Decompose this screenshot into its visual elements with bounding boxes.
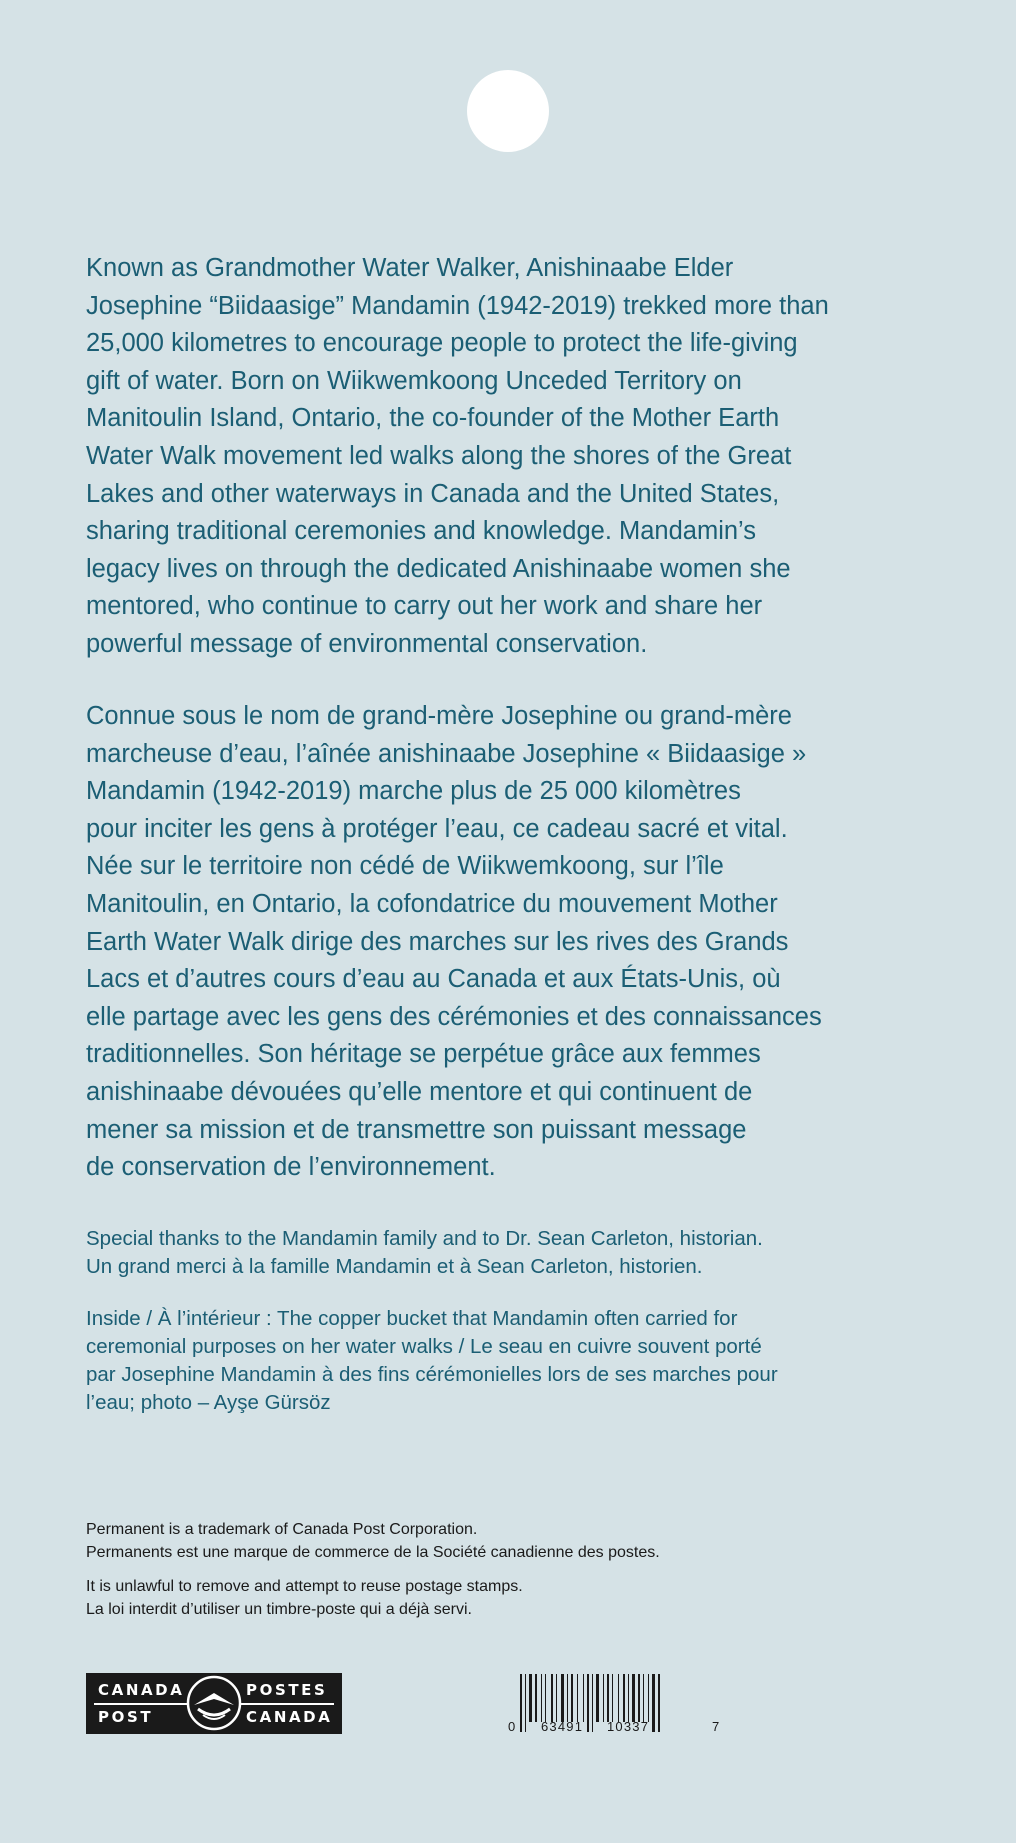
- text-line: par Josephine Mandamin à des fins cérémonielles lors de ses marches pour: [86, 1363, 778, 1386]
- barcode-right-digits: 10337: [607, 1719, 650, 1734]
- text-line: anishinaabe dévouées qu’elle mentore et qui continuent de: [86, 1077, 753, 1106]
- barcode-bar: [545, 1674, 546, 1722]
- barcode-left-digits: 63491: [541, 1719, 584, 1734]
- trademark-notice: [86, 1518, 660, 1564]
- barcode-bar: [603, 1674, 604, 1722]
- inside-photo-caption: [86, 1305, 876, 1417]
- canada-post-logo: [86, 1673, 342, 1734]
- text-line: ceremonial purposes on her water walks / Le seau en cuivre souvent porté: [86, 1335, 762, 1358]
- barcode-bar: [607, 1674, 609, 1722]
- barcode-bar: [632, 1674, 635, 1722]
- barcode-bar: [571, 1674, 573, 1722]
- barcode-bar: [525, 1674, 526, 1732]
- barcode-lead-digit: 0: [508, 1719, 516, 1734]
- description-french: [86, 698, 896, 1187]
- barcode-bar: [658, 1674, 660, 1732]
- barcode-bar: [643, 1674, 644, 1722]
- barcode-bar: [596, 1674, 599, 1722]
- logo-word-postes: POSTES: [246, 1681, 328, 1699]
- barcode-bar: [529, 1674, 532, 1722]
- barcode-bar: [587, 1674, 589, 1732]
- barcode-bar: [628, 1674, 629, 1722]
- barcode-bar: [556, 1674, 557, 1722]
- barcode-bar: [612, 1674, 613, 1722]
- description-english: [86, 250, 896, 664]
- text-line: 25,000 kilometres to encourage people to protect the life-giving: [86, 329, 798, 358]
- text-line: Mandamin (1942-2019) marche plus de 25 000 kilomètres: [86, 777, 741, 806]
- text-line: mentored, who continue to carry out her work and share her: [86, 592, 763, 621]
- barcode-bar: [648, 1674, 649, 1722]
- text-line: Known as Grandmother Water Walker, Anishinaabe Elder: [86, 254, 734, 282]
- acknowledgements: [86, 1225, 896, 1281]
- logo-word-canada: CANADA: [98, 1681, 185, 1699]
- barcode-bar: [652, 1674, 655, 1732]
- text-line: Née sur le territoire non cédé de Wiikwemkoong, sur l’île: [86, 852, 724, 881]
- text-line: elle partage avec les gens des cérémonies et des connaissances: [86, 1002, 822, 1031]
- barcode-bar: [577, 1674, 578, 1722]
- text-line: Special thanks to the Mandamin family and to Dr. Sean Carleton, historian.: [86, 1227, 763, 1250]
- logo-word-post: POST: [98, 1708, 154, 1726]
- text-line: mener sa mission et de transmettre son puissant message: [86, 1115, 747, 1144]
- upc-barcode: [506, 1670, 726, 1738]
- text-line: Connue sous le nom de grand-mère Josephine ou grand-mère: [86, 702, 792, 730]
- text-line: Lacs et d’autres cours d’eau au Canada et aux États-Unis, où: [86, 965, 781, 994]
- barcode-bar: [567, 1674, 568, 1722]
- barcode-bar: [561, 1674, 564, 1722]
- text-line: traditionnelles. Son héritage se perpétue grâce aux femmes: [86, 1040, 761, 1069]
- canada-post-emblem-icon: [186, 1675, 242, 1731]
- text-line: Manitoulin, en Ontario, la cofondatrice du mouvement Mother: [86, 889, 778, 918]
- barcode-bar: [541, 1674, 542, 1722]
- text-line: legacy lives on through the dedicated Anishinaabe women she: [86, 554, 791, 583]
- barcode-bar: [618, 1674, 619, 1722]
- barcode-bar: [520, 1674, 522, 1732]
- text-line: Josephine “Biidaasige” Mandamin (1942-2019) trekked more than: [86, 291, 829, 320]
- barcode-bar: [551, 1674, 553, 1722]
- barcode-bar: [583, 1674, 584, 1722]
- text-line: It is unlawful to remove and attempt to reuse postage stamps.: [86, 1578, 523, 1595]
- text-line: Inside / À l’intérieur : The copper bucket that Mandamin often carried for: [86, 1307, 738, 1330]
- text-line: Water Walk movement led walks along the shores of the Great: [86, 441, 792, 470]
- text-line: Un grand merci à la famille Mandamin et à Sean Carleton, historien.: [86, 1255, 703, 1278]
- text-line: gift of water. Born on Wiikwemkoong Unceded Territory on: [86, 366, 742, 395]
- text-line: l’eau; photo – Ayşe Gürsöz: [86, 1391, 331, 1414]
- text-line: Manitoulin Island, Ontario, the co-founder of the Mother Earth: [86, 404, 780, 433]
- text-line: pour inciter les gens à protéger l’eau, ce cadeau sacré et vital.: [86, 814, 788, 843]
- text-line: La loi interdit d’utiliser un timbre-poste qui a déjà servi.: [86, 1601, 472, 1618]
- hang-hole: [467, 70, 549, 152]
- stamp-reuse-notice: [86, 1575, 523, 1621]
- text-line: Permanents est une marque de commerce de la Société canadienne des postes.: [86, 1544, 660, 1561]
- logo-word-canada-fr: CANADA: [246, 1708, 333, 1726]
- barcode-check-digit: 7: [712, 1719, 720, 1734]
- barcode-bar: [638, 1674, 640, 1722]
- text-line: Permanent is a trademark of Canada Post Corporation.: [86, 1521, 478, 1538]
- text-line: marcheuse d’eau, l’aînée anishinaabe Josephine « Biidaasige »: [86, 739, 807, 768]
- barcode-bar: [535, 1674, 537, 1722]
- barcode-bar: [592, 1674, 593, 1732]
- text-line: sharing traditional ceremonies and knowledge. Mandamin’s: [86, 517, 756, 546]
- text-line: powerful message of environmental conservation.: [86, 629, 648, 658]
- text-line: Earth Water Walk dirige des marches sur les rives des Grands: [86, 927, 789, 956]
- text-line: de conservation de l’environnement.: [86, 1153, 496, 1182]
- barcode-bar: [623, 1674, 625, 1722]
- text-line: Lakes and other waterways in Canada and the United States,: [86, 479, 780, 508]
